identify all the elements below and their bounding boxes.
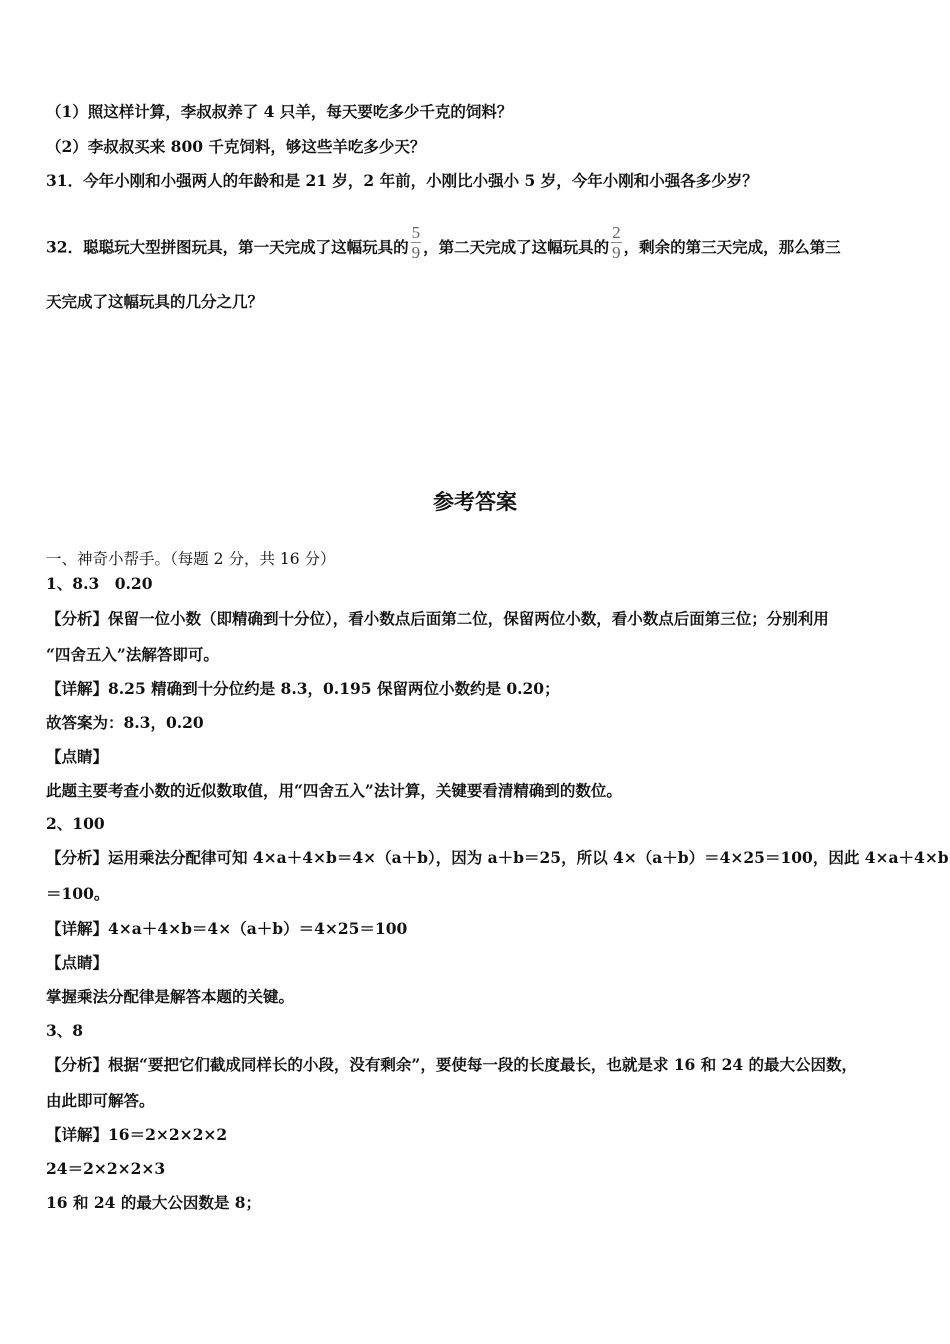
- answer-line: 16 和 24 的最大公因数是 8；: [46, 1193, 262, 1212]
- answer-line: 【详解】16＝2×2×2×2: [46, 1125, 228, 1144]
- answer-line: ＝100。: [46, 884, 110, 903]
- question-32-line-1: [46, 223, 841, 268]
- answer-line: 2、100: [46, 814, 105, 833]
- answer-line: 此题主要考查小数的近似数取值，用“四舍五入”法计算，关键要看清精确到的数位。: [46, 781, 622, 800]
- answer-line: 由此即可解答。: [46, 1091, 155, 1110]
- fraction-five-ninths: $\frac{5}{9}$: [411, 223, 421, 262]
- answer-line: 【点睛】: [46, 953, 109, 972]
- answer-line: 【分析】运用乘法分配律可知 4×a＋4×b＝4×（a＋b），因为 a＋b＝25，所以 4×（a＋b）＝4×25＝100，因此 4×a＋4×b: [46, 848, 949, 867]
- fraction-two-ninths: $\frac{2}{9}$: [612, 223, 621, 262]
- q32-text-b: ，第二天完成了这幅玩具的: [423, 237, 610, 257]
- q32-text-a: 32．聪聪玩大型拼图玩具，第一天完成了这幅玩具的: [46, 237, 409, 257]
- answer-line: 【分析】保留一位小数（即精确到十分位），看小数点后面第二位，保留两位小数，看小数点后面第三位；分别利用: [46, 609, 829, 628]
- answer-line: 1、8.3 0.20: [46, 574, 153, 593]
- answer-line: 【分析】根据“要把它们截成同样长的小段，没有剩余”，要使每一段的长度最长，也就是求 16 和 24 的最大公因数，: [46, 1055, 858, 1074]
- answer-line: 24＝2×2×2×3: [46, 1159, 166, 1178]
- answer-line: 故答案为：8.3，0.20: [46, 713, 204, 732]
- answer-line: “四舍五入”法解答即可。: [46, 645, 219, 664]
- question-32-line-2: 天完成了这幅玩具的几分之几？: [46, 292, 264, 311]
- question-30-part-1: （1）照这样计算，李叔叔养了 4 只羊，每天要吃多少千克的饲料？: [46, 102, 513, 121]
- answers-section-heading: 一、神奇小帮手。（每题 2 分，共 16 分）: [46, 550, 336, 568]
- answer-line: 【详解】4×a＋4×b＝4×（a＋b）＝4×25＝100: [46, 919, 408, 938]
- answer-line: 【点睛】: [46, 747, 109, 766]
- answer-line: 3、8: [46, 1021, 84, 1040]
- question-30-part-2: （2）李叔叔买来 800 千克饲料，够这些羊吃多少天？: [46, 137, 426, 156]
- q32-text-c: ，剩余的第三天完成，那么第三: [623, 237, 841, 257]
- answer-line: 掌握乘法分配律是解答本题的关键。: [46, 987, 295, 1006]
- answer-line: 【详解】8.25 精确到十分位约是 8.3，0.195 保留两位小数约是 0.20；: [46, 679, 560, 698]
- question-31: 31．今年小刚和小强两人的年龄和是 21 岁，2 年前，小刚比小强小 5 岁，今年小刚和小强各多少岁？: [46, 171, 758, 190]
- answers-title: 参考答案: [433, 490, 517, 514]
